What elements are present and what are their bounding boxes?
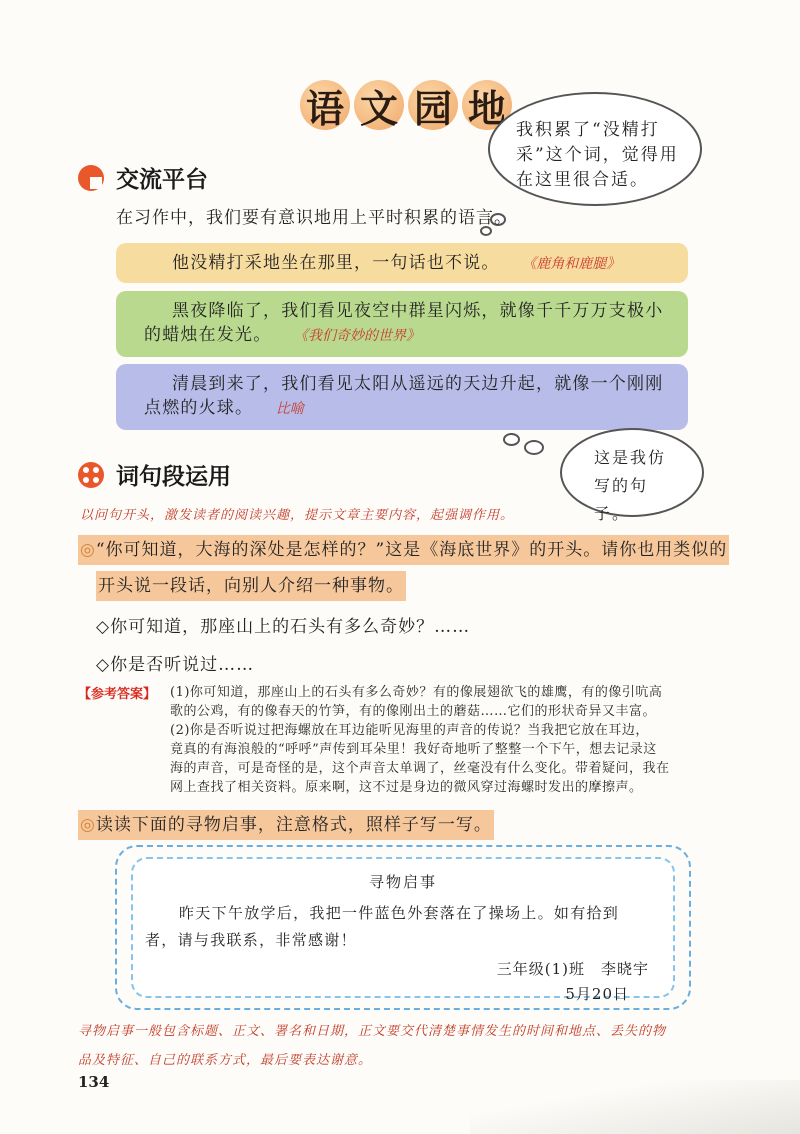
section-title: 词句段运用 <box>116 464 231 490</box>
task-prompt-2: ◎读读下面的寻物启事，注意格式，照样子写一写。 <box>78 810 494 835</box>
quote-text: 清晨到来了，我们看见太阳从遥远的天边升起，就像一个刚刚点燃的火球。 <box>144 374 664 418</box>
notice-card <box>115 845 691 1010</box>
notice-line: 昨天下午放学后，我把一件蓝色外套落在了操场上。如有拾到 <box>179 904 620 922</box>
task-prompt-1: ◎“你可知道，大海的深处是怎样的？”这是《海底世界》的开头。请你也用类似的 <box>78 535 729 560</box>
quote-text: 黑夜降临了，我们看见夜空中群星闪烁，就像千千万万支极小的蜡烛在发光。 <box>144 301 664 345</box>
thought-bubble-top-text: 我积累了“没精打采”这个词，觉得用在这里很合适。 <box>516 120 679 190</box>
section-title: 交流平台 <box>116 167 208 193</box>
notice-card-inner <box>131 857 675 1003</box>
section-header-usage <box>78 458 231 491</box>
section-icon <box>78 462 104 488</box>
title-char: 语 <box>300 80 350 130</box>
teacher-note: 以问句开头，激发读者的阅读兴趣，提示文章主要内容，起强调作用。 <box>80 508 515 523</box>
task-line: 开头说一段话，向别人介绍一种事物。 <box>96 571 406 601</box>
section-icon <box>78 165 104 191</box>
quote-annotation: 比喻 <box>275 401 304 417</box>
quote-text: 他没精打采地坐在那里，一句话也不说。 <box>172 253 500 273</box>
answer-line: 网上查找了相关资料。原来啊，这不过是身边的微风穿过海螺时发出的摩擦声。 <box>170 780 643 795</box>
task-prompt-1-cont <box>96 571 406 596</box>
notice-line: 者，请与我联系，非常感谢！ <box>145 931 357 949</box>
quote-box <box>116 364 688 430</box>
section-header-exchange <box>78 161 208 194</box>
title-char: 地 <box>462 80 512 130</box>
thought-bubble-bottom-text: 这是我仿写的句子。 <box>594 448 667 523</box>
title-char: 文 <box>354 80 404 130</box>
title-char: 园 <box>408 80 458 130</box>
bottom-note: 寻物启事一般包含标题、正文、署名和日期，正文要交代清楚事情发生的时间和地点、丢失的物 <box>78 1024 667 1039</box>
bottom-note: 品及特征、自己的联系方式，最后要表达谢意。 <box>78 1053 373 1068</box>
page-title <box>300 80 512 130</box>
notice-title: 寻物启事 <box>368 873 437 891</box>
quote-box <box>116 243 688 283</box>
task-line: 读读下面的寻物启事，注意格式，照样子写一写。 <box>95 815 492 835</box>
quote-source: 《我们奇妙的世界》 <box>294 328 421 344</box>
page-curl-shadow <box>470 1080 800 1134</box>
notice-date: 5月20日 <box>565 985 629 1003</box>
answer-label: 【参考答案】 <box>78 687 157 702</box>
quote-source: 《鹿角和鹿腿》 <box>522 256 621 272</box>
answer-line: 歌的公鸡，有的像春天的竹笋，有的像刚出土的蘑菇……它们的形状奇异又丰富。 <box>170 704 657 719</box>
answer-line: 竟真的有海浪般的“呼呼”声传到耳朵里！我好奇地听了整整一个下午，想去记录这 <box>170 742 657 757</box>
quote-box <box>116 291 688 357</box>
answer-line: (2)你是否听说过把海螺放在耳边能听见海里的声音的传说？当我把它放在耳边， <box>170 723 649 738</box>
task-line: “你可知道，大海的深处是怎样的？”这是《海底世界》的开头。请你也用类似的 <box>95 540 728 560</box>
section-intro: 在习作中，我们要有意识地用上平时积累的语言。 <box>116 208 512 228</box>
bubble-dot <box>503 433 520 446</box>
option-2: ◇你是否听说过…… <box>96 655 255 675</box>
bubble-dot <box>524 440 544 455</box>
page-number: 134 <box>78 1073 110 1091</box>
answer-line: (1)你可知道，那座山上的石头有多么奇妙？有的像展翅欲飞的雄鹰，有的像引吭高 <box>170 685 663 700</box>
answer-line: 海的声音，可是奇怪的是，这个声音太单调了，丝毫没有什么变化。带着疑问，我在 <box>170 761 670 776</box>
option-text: 你可知道，那座山上的石头有多么奇妙？…… <box>110 617 471 637</box>
option-1: ◇你可知道，那座山上的石头有多么奇妙？…… <box>96 617 471 637</box>
answer-text <box>170 683 710 797</box>
option-text: 你是否听说过…… <box>110 655 255 675</box>
notice-signature: 三年级(1)班 李晓宇 <box>496 960 649 978</box>
